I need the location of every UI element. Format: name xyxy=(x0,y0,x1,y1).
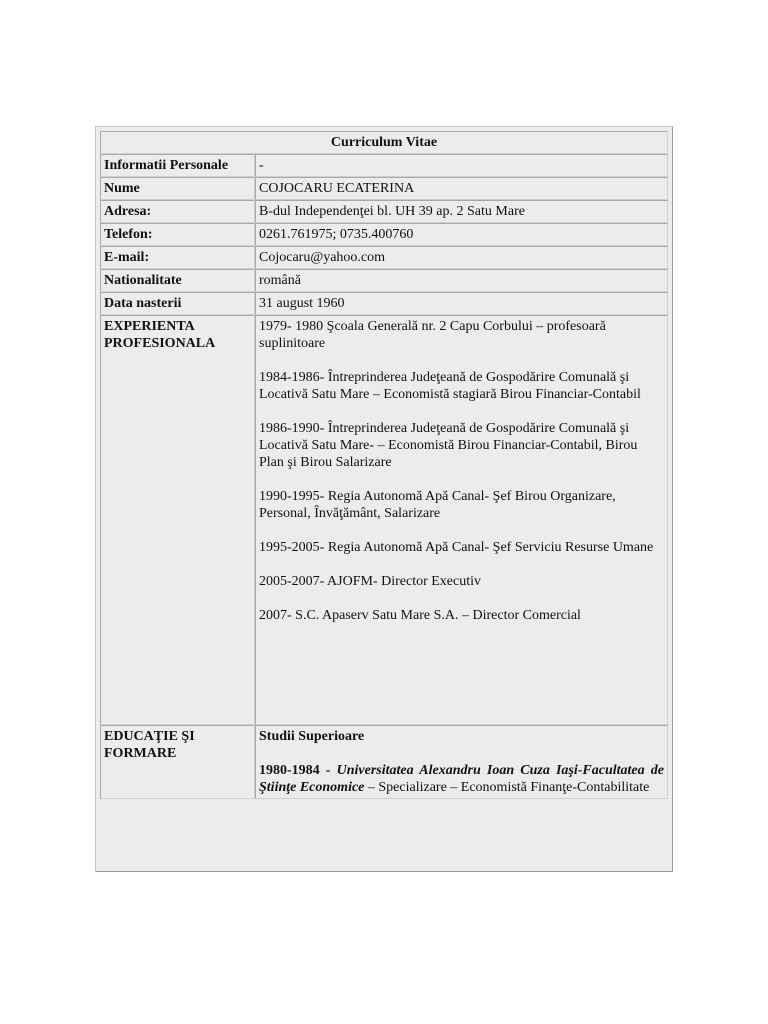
value-birthdate: 31 august 1960 xyxy=(255,292,668,315)
row-education xyxy=(100,725,668,799)
experience-list xyxy=(255,315,668,725)
experience-entry: 1984-1986- Întreprinderea Judeţeană de Gospodărire Comunală şi Locativă Satu Mare – Economistă stagiară Birou Financiar-Contabil xyxy=(259,370,641,402)
experience-entry: 2007- S.C. Apaserv Satu Mare S.A. – Director Comercial xyxy=(259,608,581,623)
value-phone: 0261.761975; 0735.400760 xyxy=(255,223,668,246)
label-education: EDUCAŢIE ŞI FORMARE xyxy=(100,725,255,799)
label-phone: Telefon: xyxy=(100,223,255,246)
row-experience xyxy=(100,315,668,725)
label-address: Adresa: xyxy=(100,200,255,223)
value-nationality: română xyxy=(255,269,668,292)
cv-title: Curriculum Vitae xyxy=(100,131,668,154)
experience-entry: 2005-2007- AJOFM- Director Executiv xyxy=(259,574,482,589)
row-birthdate xyxy=(100,292,668,315)
row-address xyxy=(100,200,668,223)
experience-entry: 1986-1990- Întreprinderea Judeţeană de Gospodărire Comunală şi Locativă Satu Mare- – Economistă Birou Financiar-Contabil, Birou Plan şi Birou Salarizare xyxy=(259,421,638,470)
value-personal-info: - xyxy=(255,154,668,177)
label-experience: EXPERIENTA PROFESIONALA xyxy=(100,315,255,725)
experience-entry: 1990-1995- Regia Autonomă Apă Canal- Şef Birou Organizare, Personal, Învăţământ, Salarizare xyxy=(259,489,616,521)
education-specialization: – Specializare – Economistă Finanţe-Contabilitate xyxy=(367,780,650,795)
row-phone xyxy=(100,223,668,246)
experience-entry: 1979- 1980 Şcoala Generală nr. 2 Capu Corbului – profesoară suplinitoare xyxy=(259,319,606,351)
value-address: B-dul Independenţei bl. UH 39 ap. 2 Satu Mare xyxy=(255,200,668,223)
education-institution: Universitatea Alexandru Ioan Cuza Iaşi-Facultatea de Ştiinţe Economice xyxy=(259,763,665,795)
row-name xyxy=(100,177,668,200)
label-birthdate: Data nasterii xyxy=(100,292,255,315)
education-entry xyxy=(259,762,664,796)
row-email xyxy=(100,246,668,269)
label-personal-info: Informatii Personale xyxy=(100,154,255,177)
education-details xyxy=(255,725,668,799)
label-nationality: Nationalitate xyxy=(100,269,255,292)
education-heading: Studii Superioare xyxy=(259,729,365,744)
experience-entry: 1995-2005- Regia Autonomă Apă Canal- Şef Serviciu Resurse Umane xyxy=(259,540,654,555)
row-nationality xyxy=(100,269,668,292)
education-period: 1980-1984 - xyxy=(259,763,331,778)
cv-document xyxy=(95,126,673,872)
value-email: Cojocaru@yahoo.com xyxy=(255,246,668,269)
label-name: Nume xyxy=(100,177,255,200)
label-email: E-mail: xyxy=(100,246,255,269)
value-name: COJOCARU ECATERINA xyxy=(255,177,668,200)
cv-table xyxy=(100,131,668,799)
row-personal-info xyxy=(100,154,668,177)
